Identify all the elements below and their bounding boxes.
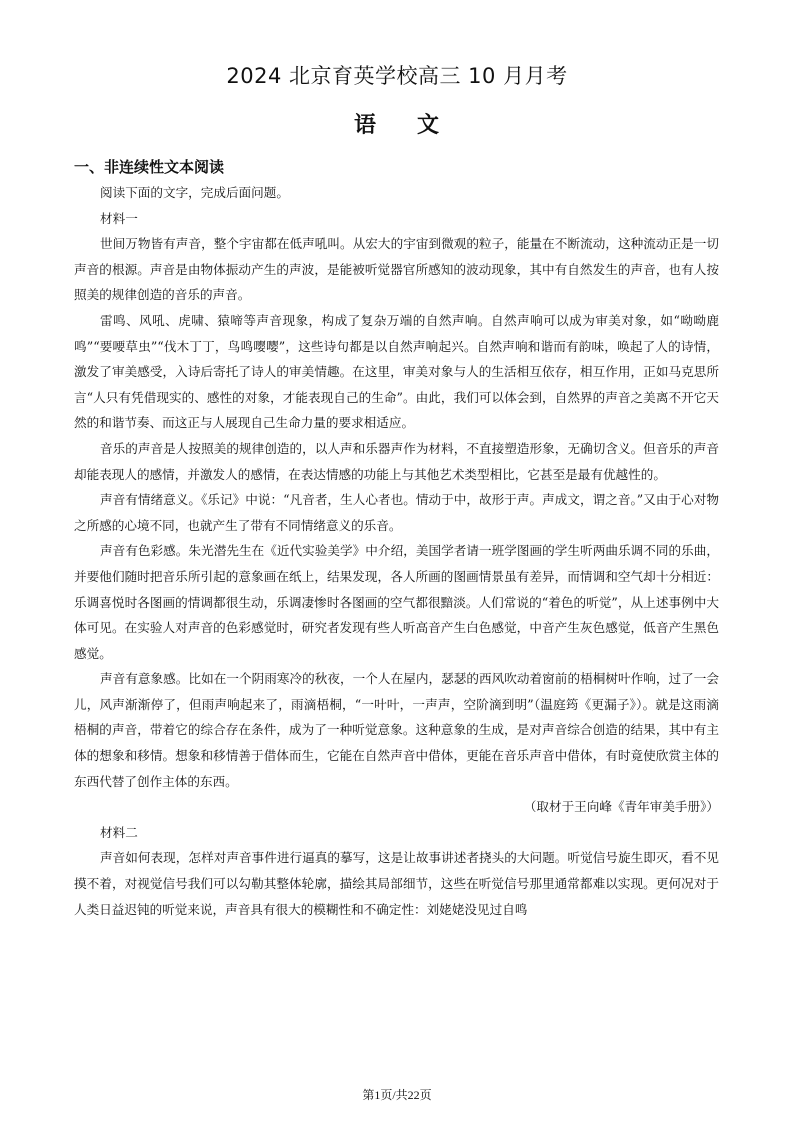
material-label: 材料一 — [100, 210, 138, 226]
passage-paragraph: 雷鸣、风吼、虎啸、猿啼等声音现象，构成了复杂万端的自然声响。自然声响可以成为审美对象，如“呦呦鹿鸣”“要喓草虫”“伐木丁丁，鸟鸣嘤嘤”，这些诗句都是以自然声响起兴。自然声响和谐而有韵味，唤起了人的诗情，激发了审美感受，入诗后寄托了诗人的审美情趣。在这里，审美对象与人的生活相互依存，相互作用，正如马克思所言“人只有凭借现实的、感性的对象，才能表现自己的生命”。由此，我们可以体会到，自然界的声音之美离不开它天然的和谐节奏、而这正与人展现自己生命力量的要求相适应。 — [74, 312, 719, 431]
subject-title — [0, 108, 794, 139]
passage-paragraph: 音乐的声音是人按照美的规律创造的，以人声和乐器声作为材料，不直接塑造形象，无确切含义。但音乐的声音却能表现人的感情，并激发人的感情，在表达情感的功能上与其他艺术类型相比，它甚至是最有优越性的。 — [74, 440, 719, 482]
passage-paragraph: 声音有色彩感。朱光潜先生在《近代实验美学》中介绍，美国学者请一班学图画的学生听两曲乐调不同的乐曲，并要他们随时把音乐所引起的意象画在纸上，结果发现，各人所画的图画情景虽有差异，而情调和空气却十分相近：乐调喜悦时各图画的情调都很生动，乐调凄惨时各图画的空气都很黯淡。人们常说的“着色的听觉”，从上述事例中大体可见。在实验人对声音的色彩感觉时，研究者发现有些人听高音产生白色感觉，中音产生灰色感觉，低音产生黑色感觉。 — [74, 543, 719, 661]
section-heading: 一、非连续性文本阅读 — [74, 158, 225, 176]
source-citation: （取材于王向峰《青年审美手册》） — [523, 799, 719, 815]
reading-passage — [74, 180, 719, 922]
material-label: 材料二 — [100, 824, 138, 840]
exam-title: 2024 北京育英学校高三 10 月月考 — [226, 64, 568, 88]
passage-paragraph: 世间万物皆有声音，整个宇宙都在低声吼叫。从宏大的宇宙到微观的粒子，能量在不断流动，这种流动正是一切声音的根源。声音是由物体振动产生的声波，是能被听觉器官所感知的波动现象，其中有自然发生的声音，也有人按照美的规律创造的音乐的声音。 — [74, 236, 719, 303]
passage-paragraph: 声音如何表现，怎样对声音事件进行逼真的摹写，这是让故事讲述者挠头的大问题。听觉信号旋生即灭，看不见摸不着，对视觉信号我们可以勾勒其整体轮廓，描绘其局部细节，这些在听觉信号那里通常都难以实现。更何况对于人类日益迟钝的听觉来说，声音具有很大的模糊性和不确定性：刘姥姥没见过自鸣 — [74, 850, 719, 917]
passage-paragraph: 声音有意象感。比如在一个阴雨寒冷的秋夜，一个人在屋内，瑟瑟的西风吹动着窗前的梧桐树叶作响，过了一会儿，风声渐渐停了，但雨声响起来了，雨滴梧桐，“一叶叶，一声声，空阶滴到明”（温庭筠《更漏子》）。就是这雨滴梧桐的声音，带着它的综合存在条件，成为了一种听觉意象。这种意象的生成，是对声音综合创造的结果，其中有主体的想象和移情。想象和移情善于借体而生，它能在自然声音中借体，更能在音乐声音中借体，有时竟使欣赏主体的东西代替了创作主体的东西。 — [74, 671, 719, 789]
page-number: 第1页/共22页 — [362, 1088, 432, 1102]
subject-char-2: 文 — [417, 113, 441, 138]
instruction-text: 阅读下面的文字，完成后面问题。 — [100, 185, 289, 200]
subject-char-1: 语 — [353, 113, 377, 138]
passage-paragraph: 声音有情绪意义。《乐记》中说：“凡音者，生人心者也。情动于中，故形于声。声成文，谓之音。”又由于心对物之所感的心境不同，也就产生了带有不同情绪意义的乐音。 — [74, 492, 719, 533]
